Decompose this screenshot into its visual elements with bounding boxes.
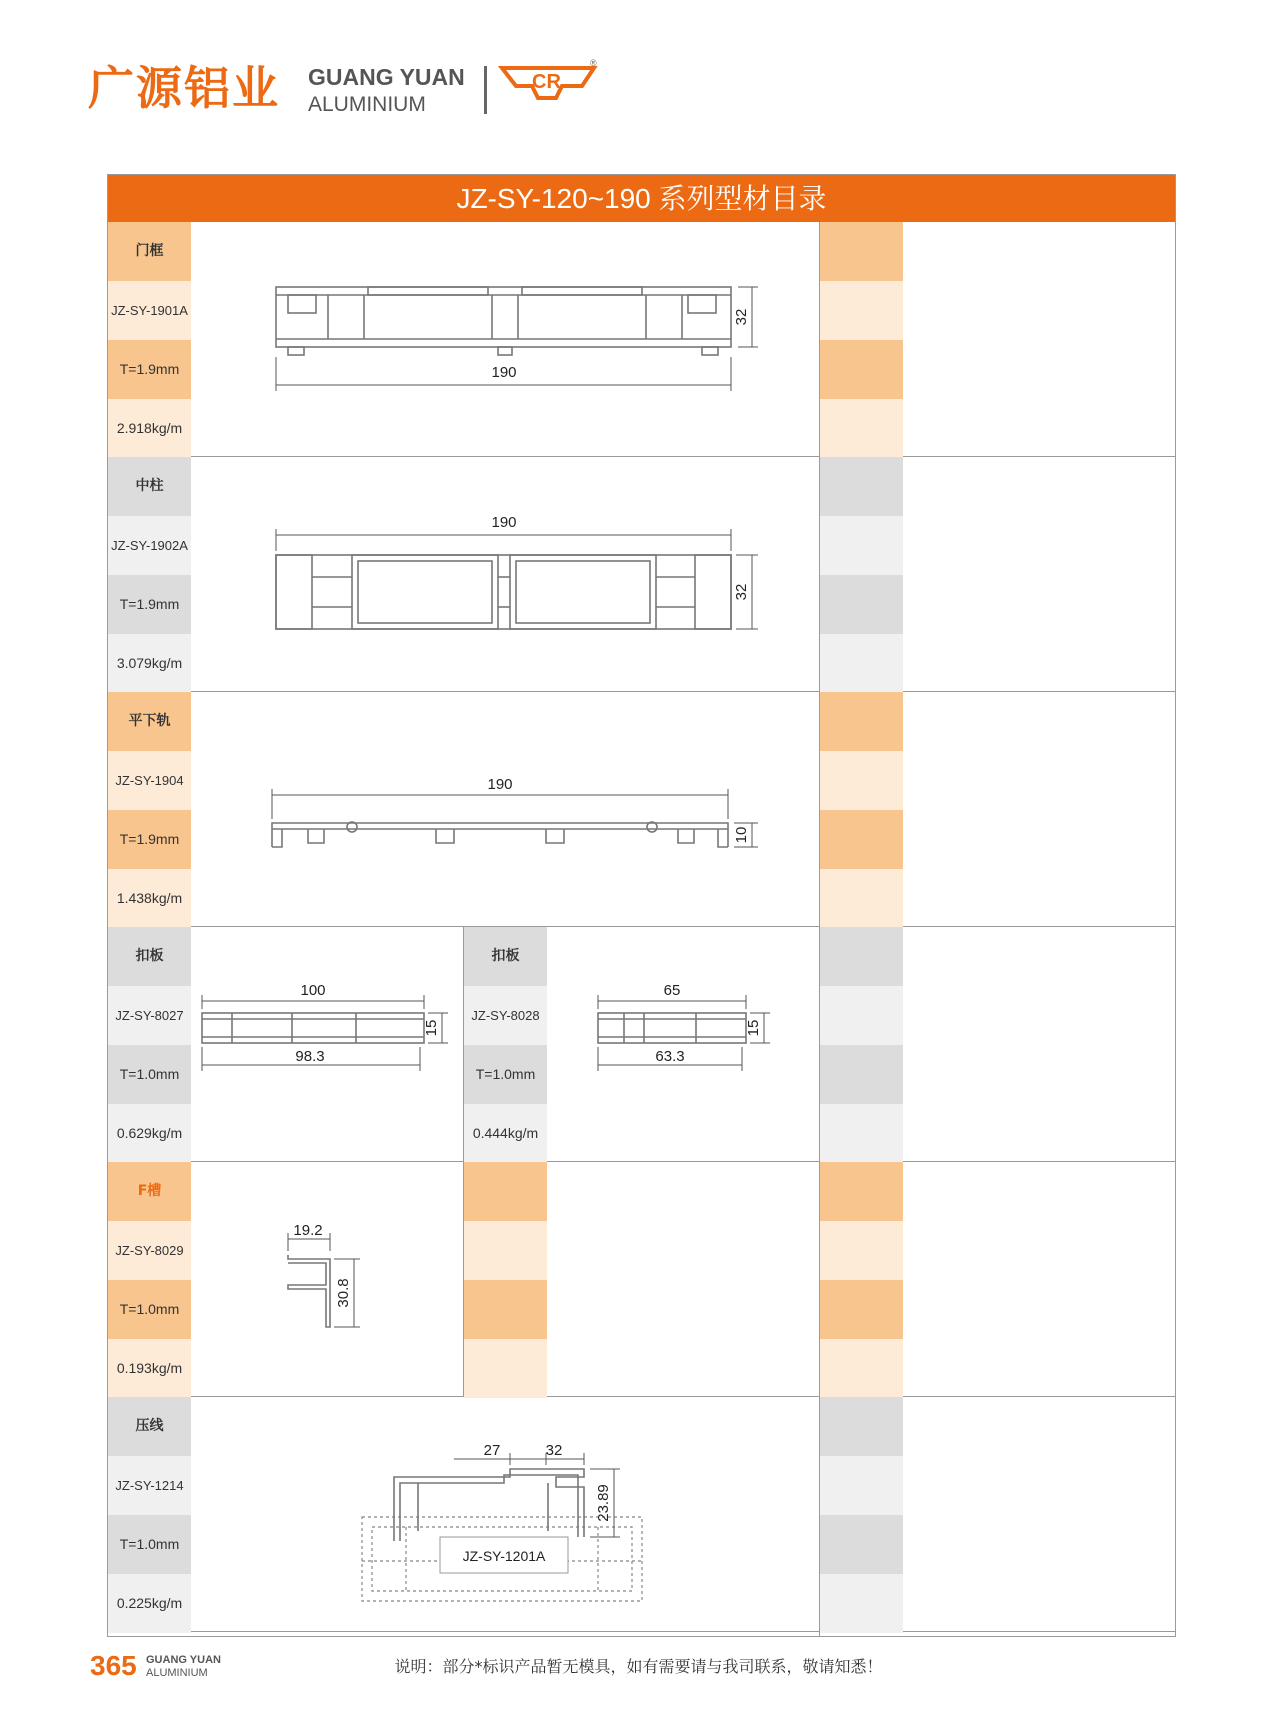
- profile-drawing-1904: [248, 767, 768, 867]
- dimension-width: 100: [300, 982, 326, 999]
- profile-code: JZ-SY-1904: [108, 751, 191, 810]
- dimension-width: 19.2: [293, 1222, 323, 1239]
- empty-label-cell: [820, 986, 903, 1045]
- profile-code: JZ-SY-1901A: [108, 281, 191, 340]
- brand-divider: [484, 66, 487, 114]
- dimension-width: 65: [663, 982, 681, 999]
- empty-label-cell: [464, 1280, 547, 1339]
- profile-thickness: T=1.9mm: [108, 810, 191, 869]
- row-divider: [108, 456, 1175, 457]
- profile-drawing-8029: [268, 1211, 408, 1341]
- empty-label-cell: [820, 1045, 903, 1104]
- row-divider: [108, 1631, 1175, 1632]
- empty-label-cell: [820, 692, 903, 751]
- dimension-inner-width: 63.3: [655, 1048, 685, 1065]
- profile-thickness: T=1.9mm: [108, 575, 191, 634]
- profile-weight: 2.918kg/m: [108, 399, 191, 458]
- row-divider: [108, 926, 1175, 927]
- empty-label-cell: [820, 1456, 903, 1515]
- empty-label-cell: [820, 457, 903, 516]
- profile-thickness: T=1.0mm: [108, 1280, 191, 1339]
- dimension-height: 32: [733, 583, 750, 601]
- section-name: 平下轨: [108, 692, 191, 751]
- profile-weight: 3.079kg/m: [108, 634, 191, 693]
- empty-label-cell: [464, 1162, 547, 1221]
- empty-label-cell: [820, 1104, 903, 1163]
- empty-label-cell: [820, 1515, 903, 1574]
- empty-label-cell: [820, 869, 903, 928]
- empty-label-cell: [820, 516, 903, 575]
- footer-brand: GUANG YUAN: [146, 1654, 221, 1666]
- empty-label-cell: [820, 340, 903, 399]
- profile-weight: 0.193kg/m: [108, 1339, 191, 1398]
- brand-name-cn: 广源铝业: [88, 61, 280, 115]
- brand-name-en: GUANG YUAN: [308, 64, 465, 90]
- logo-registered-mark: ®: [590, 58, 597, 68]
- profile-code: JZ-SY-8027: [108, 986, 191, 1045]
- profile-thickness: T=1.0mm: [464, 1045, 547, 1104]
- empty-label-cell: [820, 751, 903, 810]
- dimension-width: 190: [491, 364, 517, 381]
- empty-label-cell: [820, 1162, 903, 1221]
- row-divider: [108, 1396, 1175, 1397]
- profile-drawing-1901a: [248, 265, 768, 415]
- dimension-inner-width: 98.3: [295, 1048, 325, 1065]
- empty-label-cell: [820, 1574, 903, 1633]
- empty-label-cell: [820, 927, 903, 986]
- profile-weight: 0.629kg/m: [108, 1104, 191, 1163]
- section-name: F槽: [108, 1162, 191, 1221]
- dimension-width: 190: [487, 776, 513, 793]
- profile-weight: 1.438kg/m: [108, 869, 191, 928]
- empty-label-cell: [820, 399, 903, 458]
- section-name: 中柱: [108, 457, 191, 516]
- catalog-table: [107, 174, 1176, 1637]
- dimension-height: 15: [745, 1019, 762, 1037]
- catalog-title: JZ-SY-120~190 系列型材目录: [108, 175, 1175, 222]
- empty-label-cell: [464, 1339, 547, 1398]
- row-divider: [108, 691, 1175, 692]
- profile-code: JZ-SY-1902A: [108, 516, 191, 575]
- dimension-width: 190: [491, 514, 517, 531]
- empty-label-cell: [820, 1221, 903, 1280]
- dimension-height: 15: [423, 1019, 440, 1037]
- brand-logo-icon: [498, 58, 602, 110]
- reference-profile-code: JZ-SY-1201A: [462, 1548, 546, 1564]
- empty-label-cell: [820, 1280, 903, 1339]
- empty-label-cell: [464, 1221, 547, 1280]
- profile-weight: 0.444kg/m: [464, 1104, 547, 1163]
- dimension-height: 32: [733, 308, 750, 326]
- empty-label-cell: [820, 810, 903, 869]
- empty-label-cell: [820, 575, 903, 634]
- dimension-left-width: 27: [483, 1442, 501, 1459]
- profile-thickness: T=1.0mm: [108, 1515, 191, 1574]
- profile-weight: 0.225kg/m: [108, 1574, 191, 1633]
- profile-thickness: T=1.0mm: [108, 1045, 191, 1104]
- profile-code: JZ-SY-8029: [108, 1221, 191, 1280]
- empty-label-cell: [820, 634, 903, 693]
- row-divider: [108, 1161, 1175, 1162]
- profile-code: JZ-SY-1214: [108, 1456, 191, 1515]
- empty-label-cell: [820, 1339, 903, 1398]
- footer-brand-sub: ALUMINIUM: [146, 1667, 208, 1679]
- profile-drawing-8027: [192, 975, 462, 1095]
- logo-text: CR: [532, 71, 561, 93]
- profile-drawing-1214: [358, 1431, 778, 1621]
- brand-name-en-sub: ALUMINIUM: [308, 93, 426, 116]
- section-name: 门框: [108, 222, 191, 281]
- profile-drawing-1902a: [248, 511, 768, 651]
- dimension-height: 30.8: [335, 1278, 352, 1308]
- section-name: 压线: [108, 1397, 191, 1456]
- section-name: 扣板: [464, 927, 547, 986]
- empty-label-cell: [820, 222, 903, 281]
- profile-code: JZ-SY-8028: [464, 986, 547, 1045]
- empty-label-cell: [820, 281, 903, 340]
- section-name: 扣板: [108, 927, 191, 986]
- profile-drawing-8028: [588, 975, 788, 1095]
- dimension-height: 10: [733, 826, 750, 844]
- dimension-right-width: 32: [545, 1442, 563, 1459]
- footer-note: 说明：部分*标识产品暂无模具，如有需要请与我司联系，敬请知悉！: [394, 1657, 883, 1676]
- page-number: 365: [90, 1650, 137, 1681]
- empty-label-cell: [820, 1397, 903, 1456]
- dimension-height: 23.89: [595, 1484, 612, 1522]
- profile-thickness: T=1.9mm: [108, 340, 191, 399]
